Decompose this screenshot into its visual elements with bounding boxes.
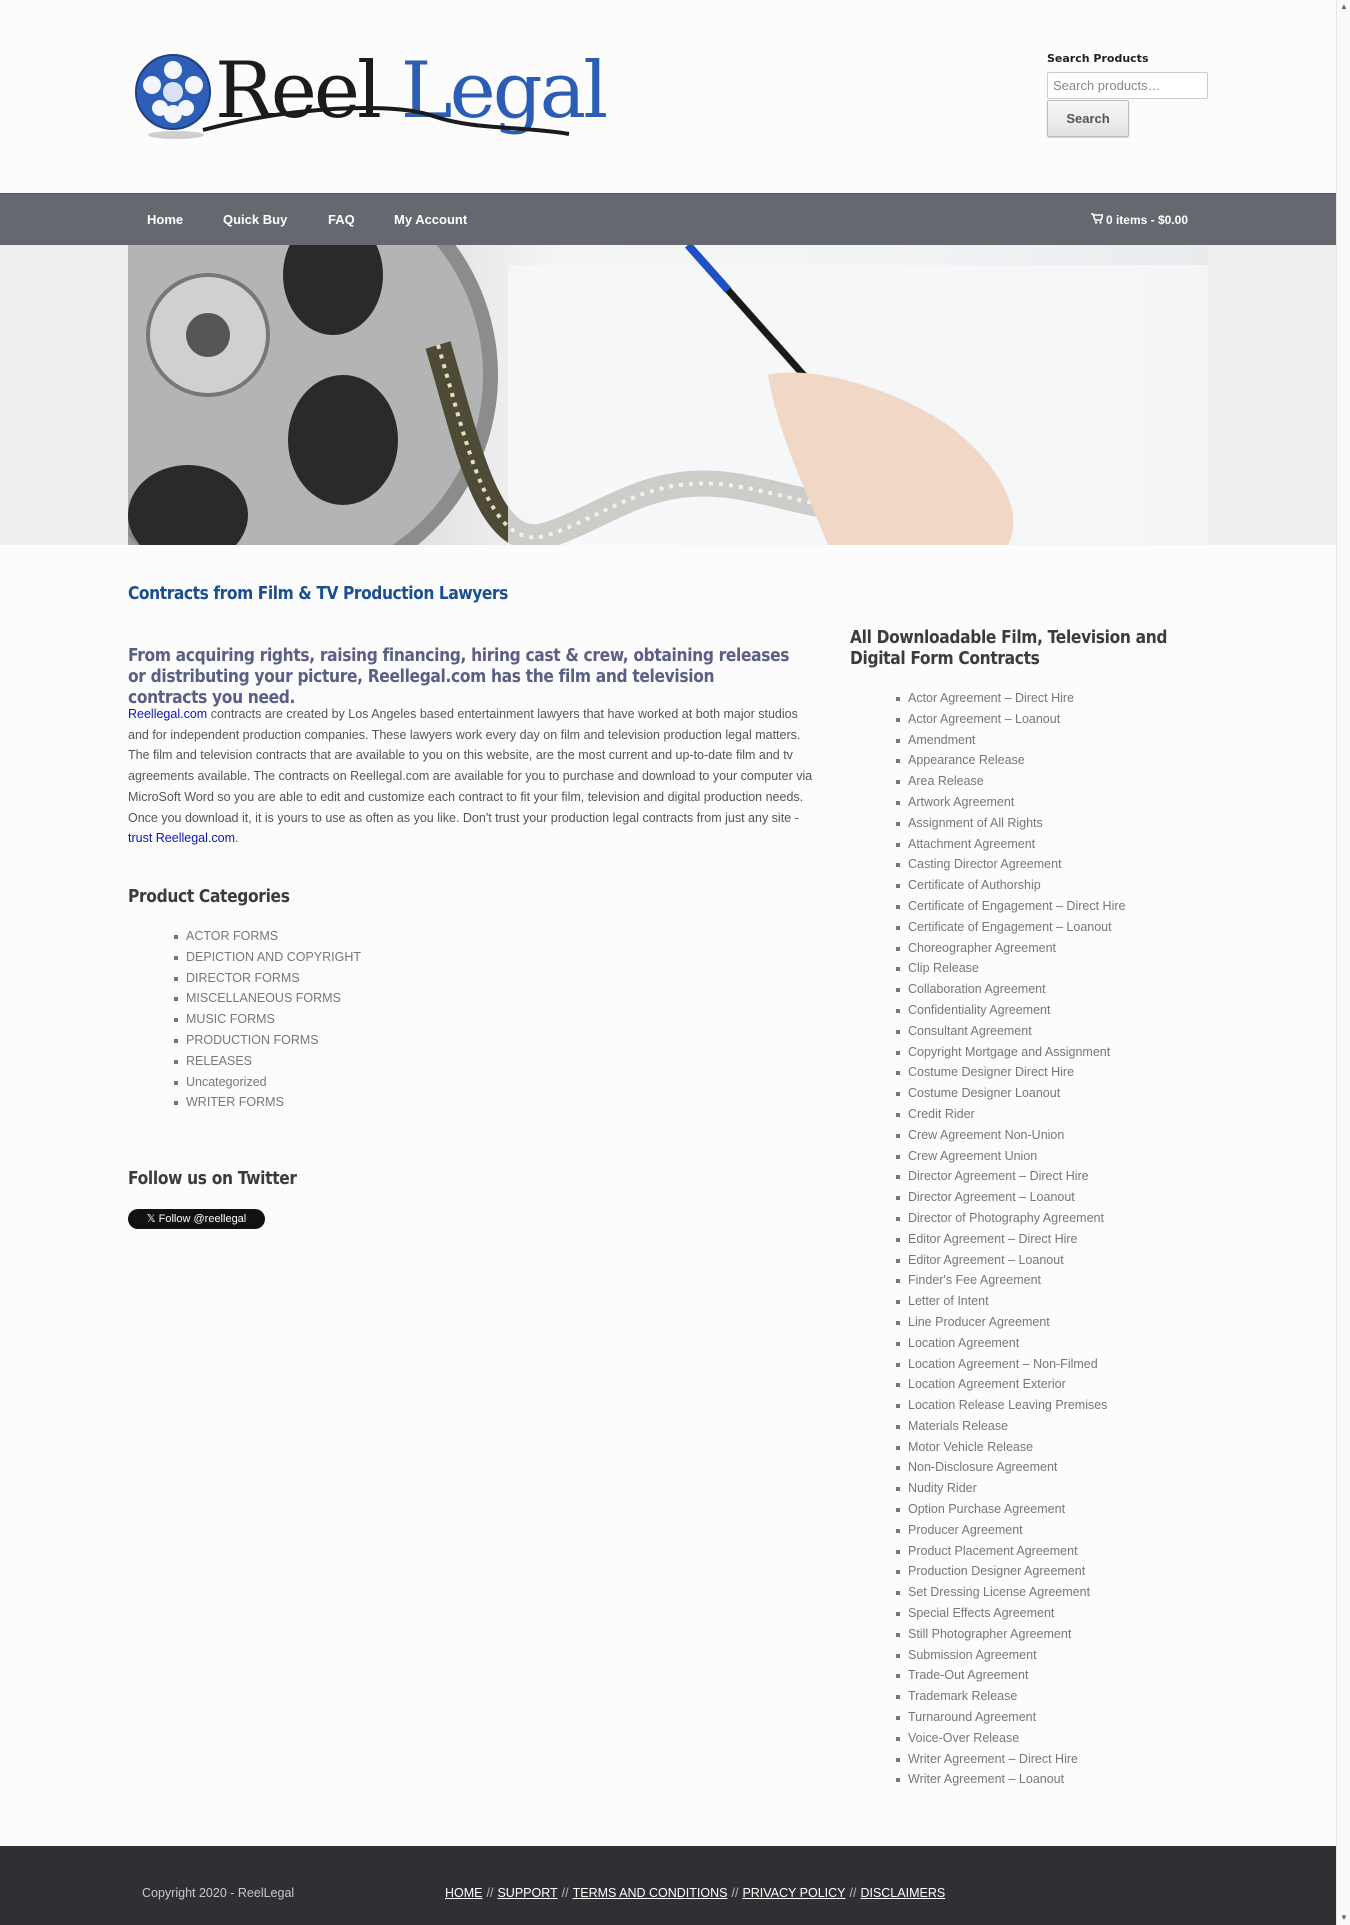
contracts-list: [850, 688, 1125, 1790]
contract-link[interactable]: Costume Designer Direct Hire: [908, 1062, 1125, 1083]
search-input[interactable]: [1047, 72, 1208, 99]
contract-link[interactable]: Location Agreement Exterior: [908, 1374, 1125, 1395]
contract-link[interactable]: Motor Vehicle Release: [908, 1437, 1125, 1458]
main-nav: [0, 193, 1336, 246]
contract-link[interactable]: Director Agreement – Direct Hire: [908, 1166, 1125, 1187]
contract-link[interactable]: Producer Agreement: [908, 1520, 1125, 1541]
contract-link[interactable]: Clip Release: [908, 958, 1125, 979]
contract-link[interactable]: Certificate of Authorship: [908, 875, 1125, 896]
contract-link[interactable]: Trade-Out Agreement: [908, 1665, 1125, 1686]
categories-title: Product Categories: [128, 886, 290, 907]
category-link[interactable]: MISCELLANEOUS FORMS: [186, 988, 361, 1009]
contract-link[interactable]: Actor Agreement – Loanout: [908, 709, 1125, 730]
category-link[interactable]: RELEASES: [186, 1051, 361, 1072]
contract-link[interactable]: Director Agreement – Loanout: [908, 1187, 1125, 1208]
contract-link[interactable]: Assignment of All Rights: [908, 813, 1125, 834]
contract-link[interactable]: Still Photographer Agreement: [908, 1624, 1125, 1645]
product-search: [1047, 52, 1212, 137]
contract-link[interactable]: Non-Disclosure Agreement: [908, 1457, 1125, 1478]
cart-summary: 0 items - $0.00: [1105, 213, 1188, 227]
contract-link[interactable]: Choreographer Agreement: [908, 938, 1125, 959]
contract-link[interactable]: Director of Photography Agreement: [908, 1208, 1125, 1229]
nav-item-faq[interactable]: FAQ: [328, 212, 355, 227]
footer-link[interactable]: SUPPORT: [497, 1886, 558, 1900]
contract-link[interactable]: Option Purchase Agreement: [908, 1499, 1125, 1520]
copyright-text: Copyright 2020 - ReelLegal: [142, 1886, 295, 1900]
footer-separator: //: [561, 1886, 569, 1900]
contract-link[interactable]: Trademark Release: [908, 1686, 1125, 1707]
footer-separator: //: [849, 1886, 857, 1900]
contract-link[interactable]: Production Designer Agreement: [908, 1561, 1125, 1582]
contract-link[interactable]: Location Agreement: [908, 1333, 1125, 1354]
contract-link[interactable]: Certificate of Engagement – Direct Hire: [908, 896, 1125, 917]
contract-link[interactable]: Costume Designer Loanout: [908, 1083, 1125, 1104]
intro-body: contracts are created by Los Angeles based entertainment lawyers that have worked at both major studios and for independent production companies. These lawyers work every day on film and television production legal matters. The film and television contracts that are available to you on this website, are the most current and up-to-date film and tv agreements available. The contracts on Reellegal.com are available for you to purchase and download to your computer via MicroSoft Word so you are able to edit and customize each contract to fit your film, television and digital production needs. Once you download it, it is yours to use as often as you like. Don't trust your production legal contracts from just any site -: [128, 707, 813, 825]
scroll-up-arrow-icon[interactable]: ▲: [1340, 2, 1348, 11]
nav-item-my-account[interactable]: My Account: [394, 212, 468, 227]
film-reel-and-pen-illustration: [128, 245, 1208, 545]
category-link[interactable]: DEPICTION AND COPYRIGHT: [186, 947, 361, 968]
category-link[interactable]: MUSIC FORMS: [186, 1009, 361, 1030]
contract-link[interactable]: Collaboration Agreement: [908, 979, 1125, 1000]
shopping-cart-icon: [1091, 194, 1103, 246]
page-subtitle: From acquiring rights, raising financing, hiring cast & crew, obtaining releases or distributing your picture, Reellegal.com has the film and television contracts you need.: [128, 645, 790, 708]
contract-link[interactable]: Confidentiality Agreement: [908, 1000, 1125, 1021]
contract-link[interactable]: Set Dressing License Agreement: [908, 1582, 1125, 1603]
hero-banner: [0, 245, 1336, 545]
contract-link[interactable]: Turnaround Agreement: [908, 1707, 1125, 1728]
scrollbar[interactable]: [1336, 0, 1350, 1925]
contract-link[interactable]: Artwork Agreement: [908, 792, 1125, 813]
contract-link[interactable]: Attachment Agreement: [908, 834, 1125, 855]
footer-separator: //: [486, 1886, 494, 1900]
contract-link[interactable]: Finder's Fee Agreement: [908, 1270, 1125, 1291]
contract-link[interactable]: Consultant Agreement: [908, 1021, 1125, 1042]
category-link[interactable]: Uncategorized: [186, 1072, 361, 1093]
contract-link[interactable]: Amendment: [908, 730, 1125, 751]
contract-link[interactable]: Editor Agreement – Loanout: [908, 1250, 1125, 1271]
search-button[interactable]: Search: [1047, 100, 1129, 137]
category-link[interactable]: WRITER FORMS: [186, 1092, 361, 1113]
contract-link[interactable]: Product Placement Agreement: [908, 1541, 1125, 1562]
contract-link[interactable]: Materials Release: [908, 1416, 1125, 1437]
nav-item-home[interactable]: Home: [147, 212, 184, 227]
page-title: Contracts from Film & TV Production Lawyers: [128, 583, 508, 604]
contract-link[interactable]: Credit Rider: [908, 1104, 1125, 1125]
contract-link[interactable]: Location Agreement – Non-Filmed: [908, 1354, 1125, 1375]
contract-link[interactable]: Crew Agreement Non-Union: [908, 1125, 1125, 1146]
footer-link[interactable]: PRIVACY POLICY: [742, 1886, 846, 1900]
contract-link[interactable]: Actor Agreement – Direct Hire: [908, 688, 1125, 709]
category-link[interactable]: DIRECTOR FORMS: [186, 968, 361, 989]
categories-list: [128, 926, 361, 1113]
contract-link[interactable]: Writer Agreement – Direct Hire: [908, 1749, 1125, 1770]
logo-word-reel: Reel: [215, 46, 379, 136]
contract-link[interactable]: Certificate of Engagement – Loanout: [908, 917, 1125, 938]
contract-link[interactable]: Nudity Rider: [908, 1478, 1125, 1499]
contract-link[interactable]: Location Release Leaving Premises: [908, 1395, 1125, 1416]
footer-link[interactable]: TERMS AND CONDITIONS: [572, 1886, 728, 1900]
contract-link[interactable]: Submission Agreement: [908, 1645, 1125, 1666]
contract-link[interactable]: Area Release: [908, 771, 1125, 792]
intro-end: .: [235, 831, 239, 846]
contracts-title: All Downloadable Film, Television and Digital Form Contracts: [850, 627, 1168, 669]
site-footer: [0, 1846, 1336, 1925]
contract-link[interactable]: Editor Agreement – Direct Hire: [908, 1229, 1125, 1250]
footer-links: [445, 1886, 945, 1900]
footer-separator: //: [731, 1886, 739, 1900]
category-link[interactable]: ACTOR FORMS: [186, 926, 361, 947]
contract-link[interactable]: Line Producer Agreement: [908, 1312, 1125, 1333]
contract-link[interactable]: Appearance Release: [908, 750, 1125, 771]
twitter-follow-button[interactable]: 𝕏 Follow @reellegal: [128, 1209, 265, 1229]
contract-link[interactable]: Writer Agreement – Loanout: [908, 1769, 1125, 1790]
contract-link[interactable]: Special Effects Agreement: [908, 1603, 1125, 1624]
scroll-down-arrow-icon[interactable]: ▼: [1340, 1913, 1348, 1922]
contract-link[interactable]: Crew Agreement Union: [908, 1146, 1125, 1167]
reellegal-link[interactable]: Reellegal.com: [128, 707, 208, 721]
contract-link[interactable]: Copyright Mortgage and Assignment: [908, 1042, 1125, 1063]
trust-reellegal-link[interactable]: trust Reellegal.com: [128, 831, 235, 846]
contract-link[interactable]: Casting Director Agreement: [908, 854, 1125, 875]
contract-link[interactable]: Letter of Intent: [908, 1291, 1125, 1312]
site-logo[interactable]: [133, 44, 606, 144]
nav-item-quick-buy[interactable]: Quick Buy: [223, 212, 288, 227]
twitter-title: Follow us on Twitter: [128, 1168, 297, 1189]
hero-image: [128, 245, 1208, 545]
footer-link[interactable]: HOME: [445, 1886, 483, 1900]
logo-swoosh: [133, 44, 573, 144]
category-link[interactable]: PRODUCTION FORMS: [186, 1030, 361, 1051]
footer-link[interactable]: DISCLAIMERS: [860, 1886, 946, 1900]
contract-link[interactable]: Voice-Over Release: [908, 1728, 1125, 1749]
search-title: Search Products: [1047, 52, 1149, 65]
cart-link[interactable]: [1091, 194, 1188, 246]
intro-paragraph: [128, 704, 818, 849]
logo-word-legal: Legal: [400, 46, 606, 136]
